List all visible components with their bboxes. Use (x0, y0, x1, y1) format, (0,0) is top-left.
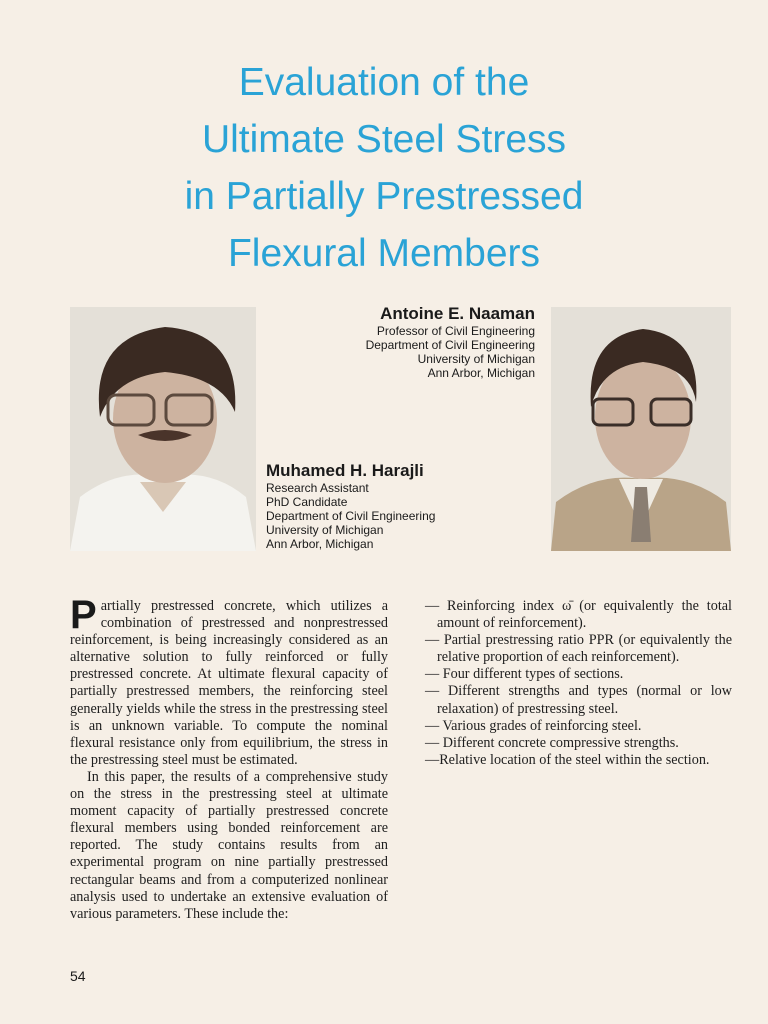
parameter-list (410, 598, 732, 769)
paragraph-2 (70, 769, 388, 923)
list-item: — Reinforcing index ω̄ (or equivalently the total amount of reinforcement). (425, 598, 732, 632)
author1-affiliation-line: Department of Civil Engineering (365, 338, 535, 352)
author1-affiliation-line: Professor of Civil Engineering (376, 324, 535, 338)
list-item: — Partial prestressing ratio PPR (or equivalently the relative proportion of each reinforcement). (425, 632, 732, 666)
title-line-4: Flexural Members (227, 232, 541, 275)
author1-portrait (70, 307, 256, 551)
drop-cap: P (70, 593, 97, 637)
list-item: — Various grades of reinforcing steel. (425, 717, 642, 734)
body-column-2 (410, 598, 732, 769)
author1-info (366, 304, 535, 380)
list-item: — Four different types of sections. (425, 666, 624, 683)
author2-info (266, 461, 435, 551)
page-number: 54 (70, 968, 86, 984)
title-line-2: Ultimate Steel Stress (201, 118, 567, 161)
paragraph-2-text: In this paper, the results of a comprehensive study on the stress in the prestressing steel at ultimate moment capacity of partially prestressed concrete flexural members using bonded reinforcement are reported. The study contains results from an experimental program on nine partially prestressed rectangular beams and from a computerized nonlinear analysis used to undertake an extensive evaluation of various parameters. These include the: (70, 768, 388, 922)
list-item: —Relative location of the steel within the section. (425, 751, 710, 768)
author1-affiliation-line: Ann Arbor, Michigan (427, 366, 535, 380)
author2-affiliation-line: Research Assistant (266, 481, 369, 495)
author2-affiliation-line: Ann Arbor, Michigan (266, 537, 374, 551)
author2-name: Muhamed H. Harajli (266, 461, 424, 480)
paragraph-1-text: artially prestressed concrete, which utilizes a combination of prestressed and nonprestressed reinforcement, is being increasingly considered as an alternative solution to fully reinforced or fully prestressed concrete. At ultimate flexural capacity of partially prestressed members, the reinforcing steel generally yields while the stress in the prestressing steel is an unknown variable. To compute the nominal flexural resistance only from equilibrium, the stress in the prestressing steel must be estimated. (70, 598, 388, 768)
author2-affiliation-line: Department of Civil Engineering (266, 509, 436, 523)
author2-portrait (551, 307, 731, 551)
intro-paragraph (70, 593, 388, 769)
article-title (0, 54, 768, 282)
author1-name: Antoine E. Naaman (380, 304, 535, 323)
author1-affiliation-line: University of Michigan (417, 352, 535, 366)
author2-affiliation-line: PhD Candidate (266, 495, 348, 509)
list-item: — Different strengths and types (normal or low relaxation) of prestressing steel. (425, 683, 732, 717)
author2-affiliation-line: University of Michigan (266, 523, 384, 537)
title-line-3: in Partially Prestressed (184, 175, 584, 218)
body-column-1 (70, 593, 388, 923)
title-line-1: Evaluation of the (238, 61, 530, 104)
list-item: — Different concrete compressive strengths. (425, 734, 679, 751)
